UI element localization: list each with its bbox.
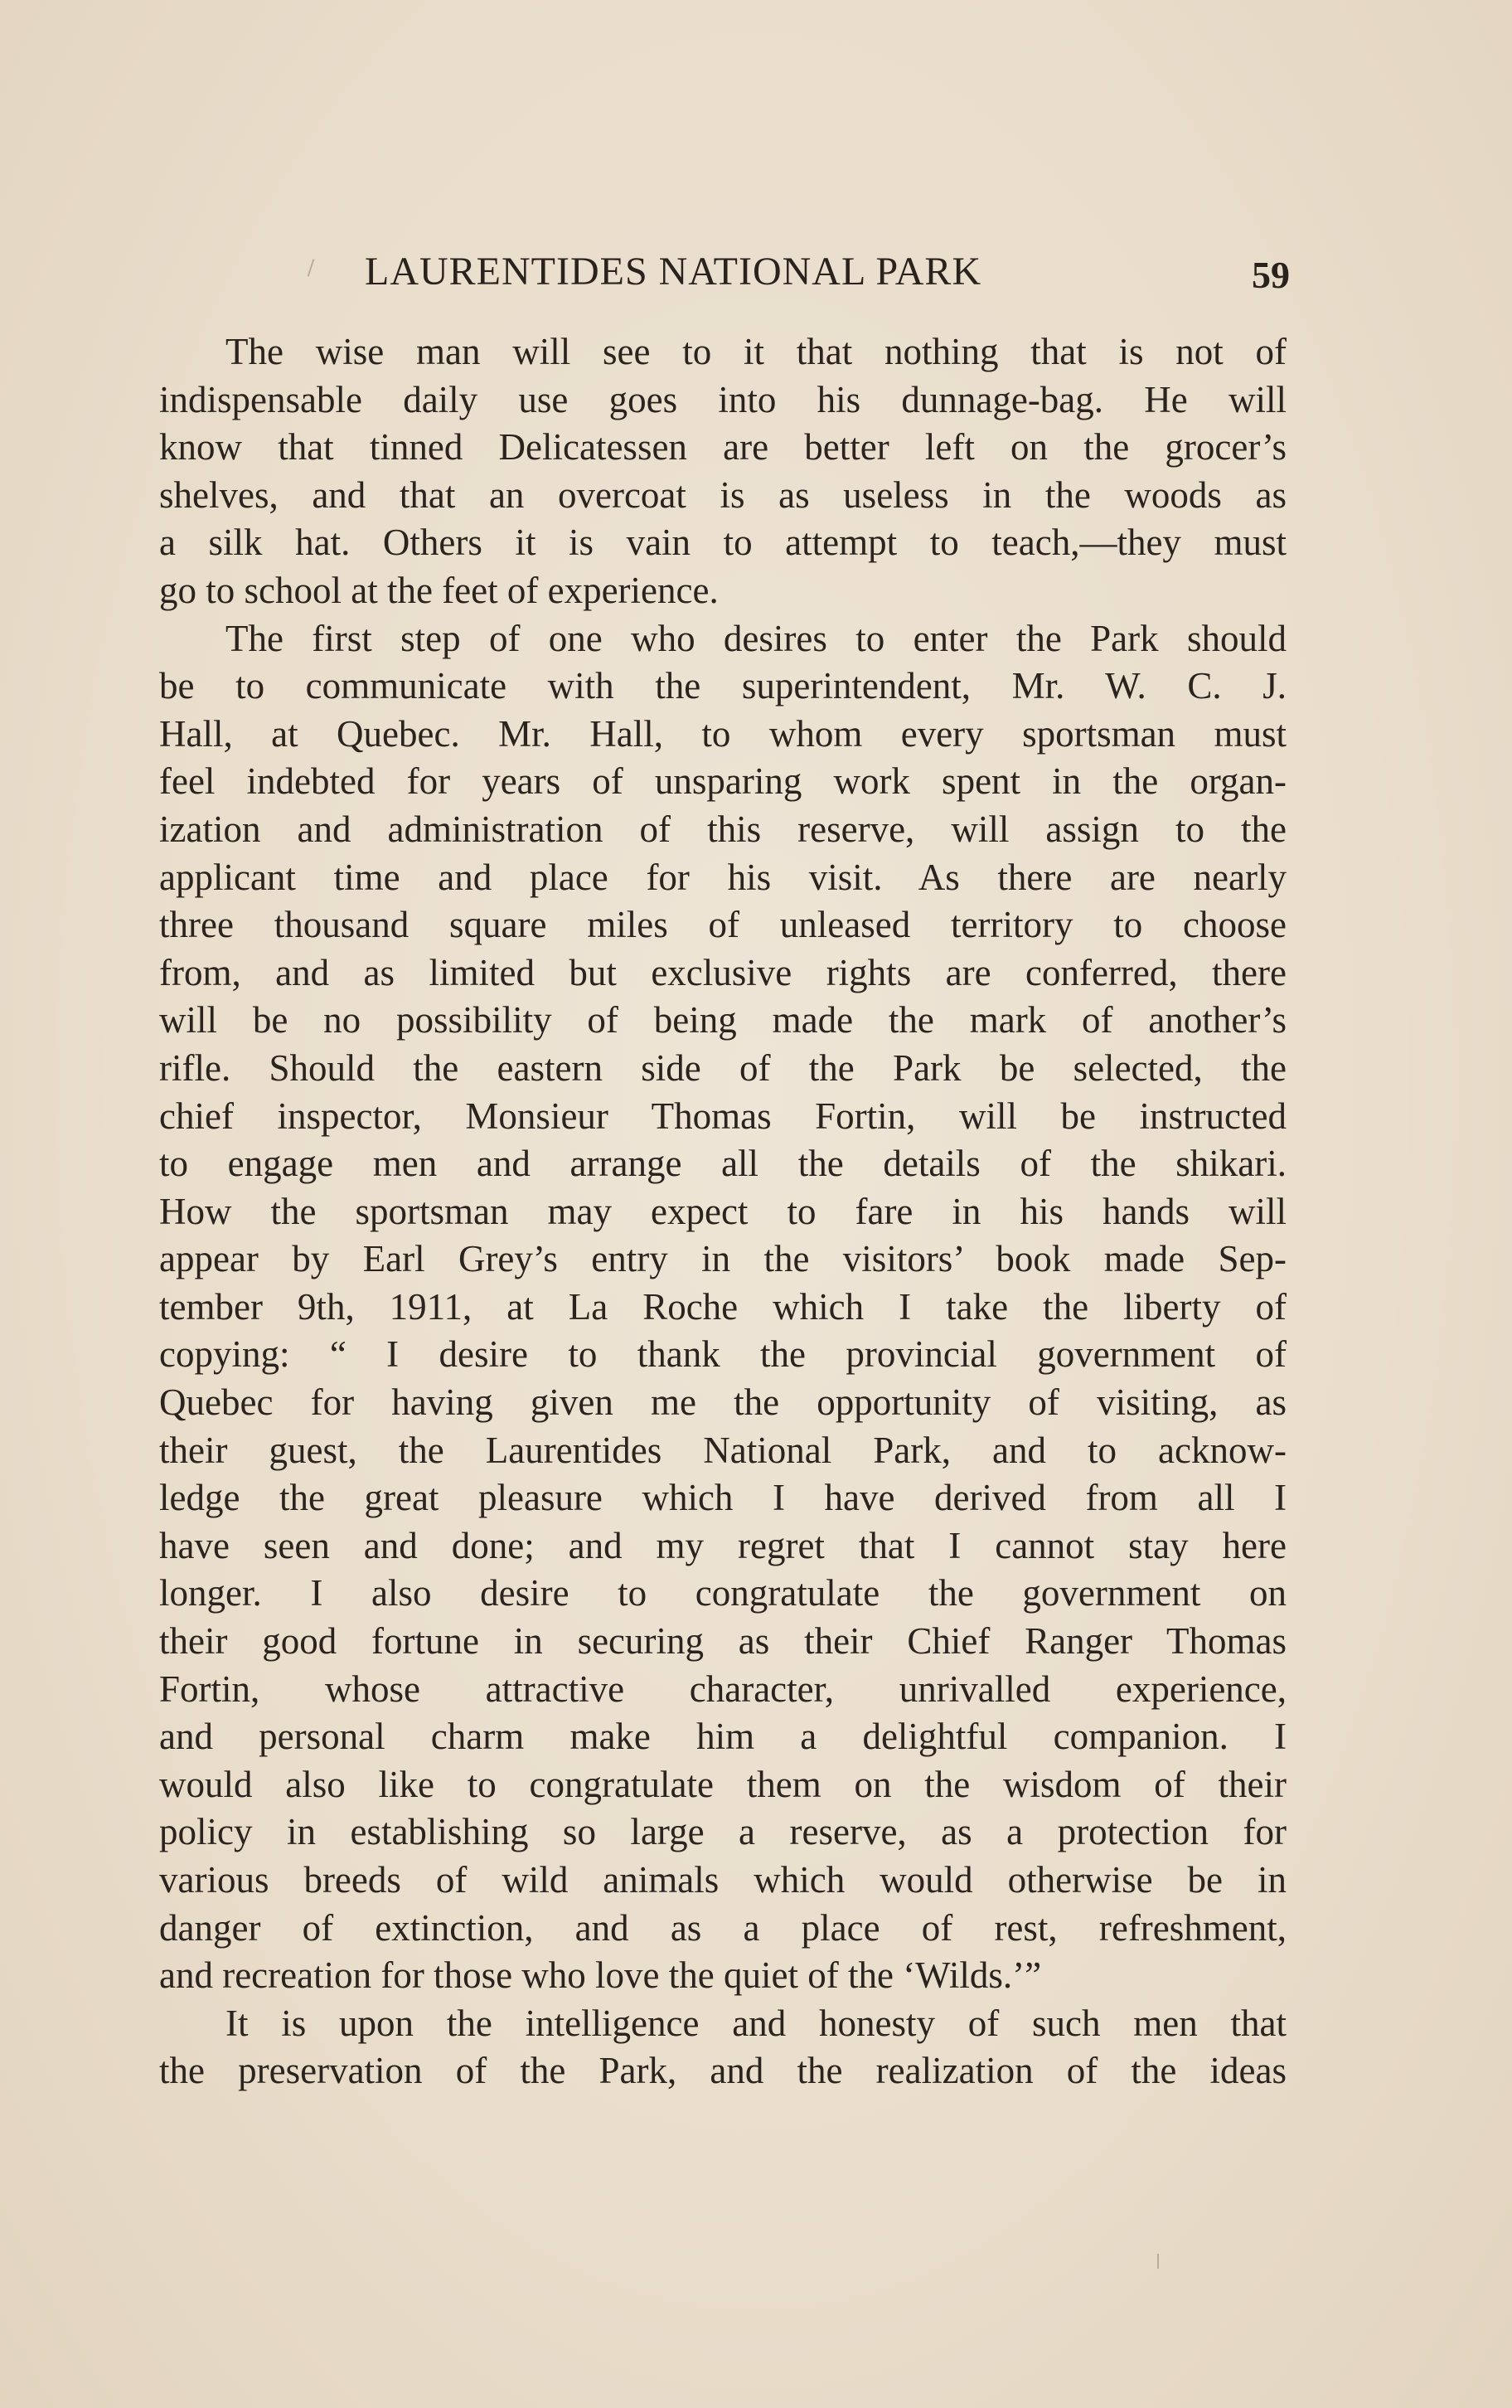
text-line: appear by Earl Grey’s entry in the visitors’ book made Sep-	[159, 1238, 1287, 1280]
text-line: feel indebted for years of unsparing work spent in the organ-	[159, 760, 1287, 803]
text-line: would also like to congratulate them on the wisdom of their	[159, 1763, 1287, 1805]
page-number: 59	[1252, 254, 1290, 296]
text-line: applicant time and place for his visit. As there are nearly	[159, 856, 1287, 898]
page-header	[162, 245, 1290, 299]
text-line: various breeds of wild animals which would otherwise be in	[159, 1859, 1287, 1901]
text-line: have seen and done; and my regret that I cannot stay here	[159, 1524, 1287, 1566]
text-line: ization and administration of this reserve, will assign to the	[159, 808, 1287, 850]
text-line: three thousand square miles of unleased territory to choose	[159, 904, 1287, 946]
text-line: danger of extinction, and as a place of rest, refreshment,	[159, 1906, 1287, 1949]
stray-mark-bottom	[1157, 2254, 1159, 2269]
text-line: longer. I also desire to congratulate the government on	[159, 1572, 1287, 1614]
text-line: rifle. Should the eastern side of the Park be selected, the	[159, 1046, 1287, 1089]
text-line: The first step of one who desires to enter the Park should	[225, 617, 1287, 659]
text-line: will be no possibility of being made the mark of another’s	[159, 999, 1287, 1041]
text-line: How the sportsman may expect to fare in his hands will	[159, 1190, 1287, 1232]
text-line: a silk hat. Others it is vain to attempt to teach,—they must	[159, 522, 1287, 564]
text-line: go to school at the feet of experience.	[159, 569, 719, 611]
text-line: their good fortune in securing as their Chief Ranger Thomas	[159, 1620, 1287, 1663]
text-line: indispensable daily use goes into his dunnage-bag. He will	[159, 378, 1287, 420]
text-line: the preservation of the Park, and the realization of the ideas	[159, 2050, 1287, 2092]
text-line: and recreation for those who love the quiet of the ‘Wilds.’”	[159, 1954, 1042, 1997]
text-line: chief inspector, Monsieur Thomas Fortin, will be instructed	[159, 1095, 1287, 1137]
text-line: ledge the great pleasure which I have derived from all I	[159, 1477, 1287, 1519]
text-line: to engage men and arrange all the details of the shikari.	[159, 1143, 1287, 1185]
text-line: It is upon the intelligence and honesty of such men that	[225, 2002, 1287, 2044]
text-line: Hall, at Quebec. Mr. Hall, to whom every sportsman must	[159, 712, 1287, 755]
text-line: be to communicate with the superintendent, Mr. W. C. J.	[159, 665, 1287, 707]
running-title: LAURENTIDES NATIONAL PARK	[365, 250, 982, 294]
text-line: their guest, the Laurentides National Park, and to acknow-	[159, 1429, 1287, 1471]
text-line: know that tinned Delicatessen are better left on the grocer’s	[159, 426, 1287, 468]
text-line: Fortin, whose attractive character, unrivalled experience,	[159, 1668, 1287, 1710]
text-line: and personal charm make him a delightful companion. I	[159, 1716, 1287, 1758]
text-line: policy in establishing so large a reserve, as a protection for	[159, 1811, 1287, 1853]
text-line: from, and as limited but exclusive rights are conferred, there	[159, 951, 1287, 993]
text-line: tember 9th, 1911, at La Roche which I take the liberty of	[159, 1285, 1287, 1328]
text-line: The wise man will see to it that nothing that is not of	[225, 331, 1287, 372]
text-line: copying: “ I desire to thank the provincial government of	[159, 1333, 1287, 1376]
text-line: shelves, and that an overcoat is as useless in the woods as	[159, 473, 1287, 516]
body-text	[159, 328, 1287, 2095]
text-line: Quebec for having given me the opportunity of visiting, as	[159, 1381, 1287, 1424]
